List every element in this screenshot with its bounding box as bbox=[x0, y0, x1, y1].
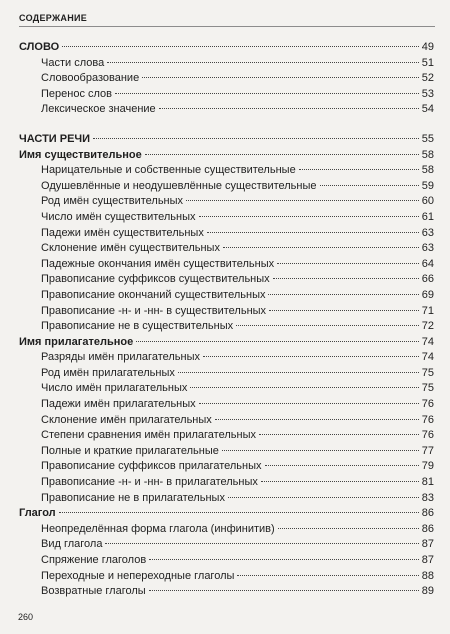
toc-entry-label: Имя прилагательное bbox=[19, 335, 134, 348]
dot-leader bbox=[136, 341, 419, 342]
dot-leader bbox=[199, 403, 419, 404]
dot-leader bbox=[223, 247, 419, 248]
toc-entry[interactable] bbox=[19, 475, 434, 491]
dot-leader bbox=[259, 434, 419, 435]
toc-entry-page-number: 72 bbox=[421, 320, 434, 333]
dot-leader bbox=[93, 138, 419, 139]
toc-entry-page-number: 74 bbox=[421, 351, 434, 364]
toc-entry-page-number: 83 bbox=[421, 491, 434, 504]
dot-leader bbox=[268, 294, 418, 295]
toc-entry-page-number: 87 bbox=[421, 538, 434, 551]
toc-entry-page-number: 49 bbox=[421, 41, 434, 53]
dot-leader bbox=[203, 356, 419, 357]
toc-entry-label: Падежи имён существительных bbox=[41, 226, 204, 239]
dot-leader bbox=[178, 372, 419, 373]
page-number: 260 bbox=[18, 612, 34, 622]
toc-entry-page-number: 76 bbox=[421, 398, 434, 411]
toc-entry[interactable] bbox=[19, 102, 434, 118]
toc-entry-page-number: 71 bbox=[421, 304, 434, 317]
toc-entry-page-number: 51 bbox=[421, 56, 434, 69]
toc-entry-page-number: 75 bbox=[421, 366, 434, 379]
toc-entry-page-number: 76 bbox=[421, 429, 434, 442]
toc-heading-entry[interactable] bbox=[19, 335, 434, 351]
dot-leader bbox=[145, 154, 419, 155]
dot-leader bbox=[269, 310, 419, 311]
toc-entry[interactable] bbox=[19, 56, 434, 72]
toc-entry-label: Правописание суффиксов существительных bbox=[41, 273, 270, 286]
dot-leader bbox=[222, 450, 419, 451]
toc-entry-label: Правописание не в существительных bbox=[41, 320, 234, 333]
toc-entry-label: ЧАСТИ РЕЧИ bbox=[19, 132, 91, 145]
dot-leader bbox=[265, 465, 419, 466]
dot-leader bbox=[299, 169, 419, 170]
toc-entry[interactable] bbox=[19, 413, 434, 429]
toc-entry[interactable] bbox=[19, 210, 434, 226]
toc-entry-page-number: 58 bbox=[421, 164, 434, 177]
section-gap bbox=[19, 118, 434, 132]
toc-entry[interactable] bbox=[19, 319, 434, 335]
toc-entry-page-number: 53 bbox=[421, 87, 434, 100]
toc-entry-page-number: 61 bbox=[421, 210, 434, 223]
toc-entry[interactable] bbox=[19, 444, 434, 460]
toc-entry[interactable] bbox=[19, 304, 434, 320]
dot-leader bbox=[62, 46, 419, 47]
toc-entry-page-number: 75 bbox=[421, 382, 434, 395]
toc-entry-label: Правописание -н- и -нн- в существительных bbox=[41, 304, 267, 317]
dot-leader bbox=[207, 232, 419, 233]
toc-entry-label: Одушевлённые и неодушевлённые существительные bbox=[41, 179, 317, 192]
dot-leader bbox=[105, 543, 418, 544]
dot-leader bbox=[273, 278, 419, 279]
toc-entry-page-number: 63 bbox=[421, 242, 434, 255]
toc-entry-label: Вид глагола bbox=[41, 538, 103, 551]
toc-entry-label: Части слова bbox=[41, 56, 105, 69]
toc-entry-label: Падежные окончания имён существительных bbox=[41, 257, 275, 270]
toc-entry[interactable] bbox=[19, 397, 434, 413]
dot-leader bbox=[149, 559, 419, 560]
toc-entry-label: Имя существительное bbox=[19, 148, 142, 161]
dot-leader bbox=[278, 528, 419, 529]
toc-entry[interactable] bbox=[19, 569, 434, 585]
toc-entry-page-number: 74 bbox=[421, 335, 434, 348]
toc-heading-entry[interactable] bbox=[19, 148, 434, 164]
dot-leader bbox=[320, 185, 419, 186]
toc-entry-page-number: 77 bbox=[421, 444, 434, 457]
toc-entry-label: Род имён прилагательных bbox=[41, 366, 175, 379]
dot-leader bbox=[237, 575, 418, 576]
dot-leader bbox=[159, 108, 419, 109]
toc-entry-label: СЛОВО bbox=[19, 41, 60, 53]
toc-entry-label: Разряды имён прилагательных bbox=[41, 351, 200, 364]
toc-entry[interactable] bbox=[19, 71, 434, 87]
toc-entry-page-number: 59 bbox=[421, 179, 434, 192]
toc-entry-page-number: 54 bbox=[421, 103, 434, 116]
toc-entry[interactable] bbox=[19, 226, 434, 242]
toc-entry-label: Степени сравнения имён прилагательных bbox=[41, 429, 256, 442]
toc-entry-page-number: 81 bbox=[421, 476, 434, 489]
toc-entry-label: Правописание суффиксов прилагательных bbox=[41, 460, 262, 473]
toc-entry[interactable] bbox=[19, 491, 434, 507]
toc-entry-page-number: 69 bbox=[421, 288, 434, 301]
toc-entry[interactable] bbox=[19, 366, 434, 382]
dot-leader bbox=[190, 387, 418, 388]
toc-entry-label: Склонение имён прилагательных bbox=[41, 413, 212, 426]
toc-entry[interactable] bbox=[19, 87, 434, 103]
toc-entry[interactable] bbox=[19, 179, 434, 195]
toc-entry-page-number: 76 bbox=[421, 413, 434, 426]
dot-leader bbox=[236, 325, 419, 326]
toc-entry-label: Неопределённая форма глагола (инфинитив) bbox=[41, 522, 275, 535]
toc-entry-label: Правописание окончаний существительных bbox=[41, 288, 266, 301]
toc-entry-page-number: 86 bbox=[421, 507, 434, 520]
toc-heading-entry[interactable] bbox=[19, 40, 434, 56]
toc-entry[interactable] bbox=[19, 257, 434, 273]
toc-entry-page-number: 87 bbox=[421, 554, 434, 566]
dot-leader bbox=[149, 590, 419, 591]
toc-heading-entry[interactable] bbox=[19, 506, 434, 522]
toc-entry-label: Словообразование bbox=[41, 72, 140, 85]
toc-entry-label: Число имён прилагательных bbox=[41, 382, 188, 395]
toc-entry-label: Переходные и непереходные глаголы bbox=[41, 569, 235, 582]
toc-entry[interactable] bbox=[19, 194, 434, 210]
dot-leader bbox=[199, 216, 419, 217]
page-header-title: СОДЕРЖАНИЕ bbox=[19, 13, 88, 23]
toc-entry-page-number: 89 bbox=[421, 585, 434, 598]
dot-leader bbox=[277, 263, 419, 264]
toc-entry-page-number: 58 bbox=[421, 148, 434, 161]
toc-entry-label: Глагол bbox=[19, 507, 56, 520]
toc-entry[interactable] bbox=[19, 350, 434, 366]
dot-leader bbox=[215, 419, 419, 420]
toc-entry[interactable] bbox=[19, 163, 434, 179]
toc-entry-label: Возвратные глаголы bbox=[41, 585, 146, 598]
toc-entry-label: Правописание не в прилагательных bbox=[41, 491, 225, 504]
toc-entry-label: Лексическое значение bbox=[41, 103, 156, 116]
toc-entry-label: Правописание -н- и -нн- в прилагательных bbox=[41, 476, 258, 489]
toc-entry-label: Перенос слов bbox=[41, 87, 113, 100]
toc-entry[interactable] bbox=[19, 381, 434, 397]
toc-entry-label: Склонение имён существительных bbox=[41, 242, 220, 255]
dot-leader bbox=[228, 497, 419, 498]
toc-entry[interactable] bbox=[19, 522, 434, 538]
toc-entry[interactable] bbox=[19, 428, 434, 444]
toc-entry-label: Род имён существительных bbox=[41, 195, 184, 208]
toc-entry[interactable] bbox=[19, 537, 434, 553]
toc-entry-page-number: 88 bbox=[421, 569, 434, 582]
toc-entry-page-number: 63 bbox=[421, 226, 434, 239]
toc-entry-label: Полные и краткие прилагательные bbox=[41, 444, 219, 457]
dot-leader bbox=[107, 62, 419, 63]
toc-entry-label: Спряжение глаголов bbox=[41, 554, 147, 566]
dot-leader bbox=[115, 93, 419, 94]
toc-entry[interactable] bbox=[19, 553, 434, 569]
toc-entry[interactable] bbox=[19, 584, 434, 600]
toc-entry[interactable] bbox=[19, 241, 434, 257]
dot-leader bbox=[59, 512, 419, 513]
dot-leader bbox=[142, 77, 419, 78]
toc-entry[interactable] bbox=[19, 459, 434, 475]
toc-entry-page-number: 66 bbox=[421, 273, 434, 286]
dot-leader bbox=[261, 481, 419, 482]
toc-entry-page-number: 86 bbox=[421, 522, 434, 535]
header-divider bbox=[19, 26, 435, 27]
toc-entry-page-number: 60 bbox=[421, 195, 434, 208]
toc-entry-page-number: 55 bbox=[421, 132, 434, 145]
toc-entry-label: Нарицательные и собственные существительные bbox=[41, 164, 296, 177]
table-of-contents bbox=[19, 40, 434, 600]
toc-entry-page-number: 52 bbox=[421, 72, 434, 85]
dot-leader bbox=[186, 200, 419, 201]
toc-entry-page-number: 79 bbox=[421, 460, 434, 473]
toc-entry-label: Число имён существительных bbox=[41, 210, 196, 223]
toc-entry[interactable] bbox=[19, 288, 434, 304]
toc-entry[interactable] bbox=[19, 272, 434, 288]
toc-heading-entry[interactable] bbox=[19, 132, 434, 148]
toc-entry-label: Падежи имён прилагательных bbox=[41, 398, 196, 411]
toc-entry-page-number: 64 bbox=[421, 257, 434, 270]
